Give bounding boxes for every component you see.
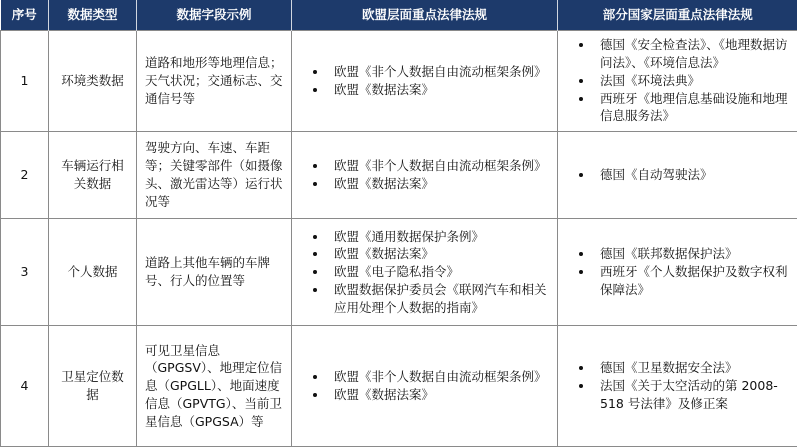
national-law-item: • 德国《自动驾驶法》 [594,166,789,184]
national-law-item: • 德国《卫星数据安全法》 [594,359,789,377]
header-national-laws: 部分国家层面重点法律法规 [558,0,797,31]
row-fields: 道路上其他车辆的车牌号、行人的位置等 [137,219,292,326]
eu-law-item: • 欧盟《通用数据保护条例》 [328,228,549,246]
row-index: 1 [1,31,49,132]
table-row [1,131,797,218]
row-national-laws [558,131,797,218]
row-data-type: 环境类数据 [49,31,137,132]
eu-law-item: • 欧盟《非个人数据自由流动框架条例》 [328,368,549,386]
row-eu-laws [292,325,558,446]
row-national-laws [558,219,797,326]
eu-law-item: • 欧盟《非个人数据自由流动框架条例》 [328,157,549,175]
row-data-type: 卫星定位数据 [49,325,137,446]
eu-law-item: • 欧盟《非个人数据自由流动框架条例》 [328,63,549,81]
national-law-item: • 德国《联邦数据保护法》 [594,245,789,263]
national-law-item: • 法国《环境法典》 [594,72,789,90]
row-index: 2 [1,131,49,218]
row-data-type: 个人数据 [49,219,137,326]
eu-law-item: • 欧盟《数据法案》 [328,386,549,404]
table-header-row [1,0,797,31]
row-national-laws [558,325,797,446]
row-eu-laws [292,31,558,132]
eu-law-item: • 欧盟《电子隐私指令》 [328,263,549,281]
eu-law-item: • 欧盟数据保护委员会《联网汽车和相关应用处理个人数据的指南》 [328,281,549,317]
header-eu-laws: 欧盟层面重点法律法规 [292,0,558,31]
national-law-item: • 法国《关于太空活动的第 2008-518 号法律》及修正案 [594,377,789,413]
eu-law-item: • 欧盟《数据法案》 [328,175,549,193]
row-data-type: 车辆运行相关数据 [49,131,137,218]
row-eu-laws [292,131,558,218]
header-fields: 数据字段示例 [137,0,292,31]
row-eu-laws [292,219,558,326]
table-row [1,219,797,326]
table-row [1,325,797,446]
national-law-item: • 西班牙《个人数据保护及数字权利保障法》 [594,263,789,299]
national-law-item: • 德国《安全检查法》、《地理数据访问法》、《环境信息法》 [594,36,789,72]
national-law-item: • 西班牙《地理信息基础设施和地理信息服务法》 [594,90,789,126]
table-row [1,31,797,132]
row-fields: 驾驶方向、车速、车距等；关键零部件（如摄像头、激光雷达等）运行状况等 [137,131,292,218]
row-index: 3 [1,219,49,326]
header-index: 序号 [1,0,49,31]
eu-law-item: • 欧盟《数据法案》 [328,245,549,263]
row-fields: 道路和地形等地理信息；天气状况；交通标志、交通信号等 [137,31,292,132]
header-data-type: 数据类型 [49,0,137,31]
eu-law-item: • 欧盟《数据法案》 [328,81,549,99]
row-national-laws [558,31,797,132]
row-fields: 可见卫星信息（GPGSV）、地理定位信息（GPGLL）、地面速度信息（GPVTG）、当前卫星信息（GPGSA）等 [137,325,292,446]
row-index: 4 [1,325,49,446]
